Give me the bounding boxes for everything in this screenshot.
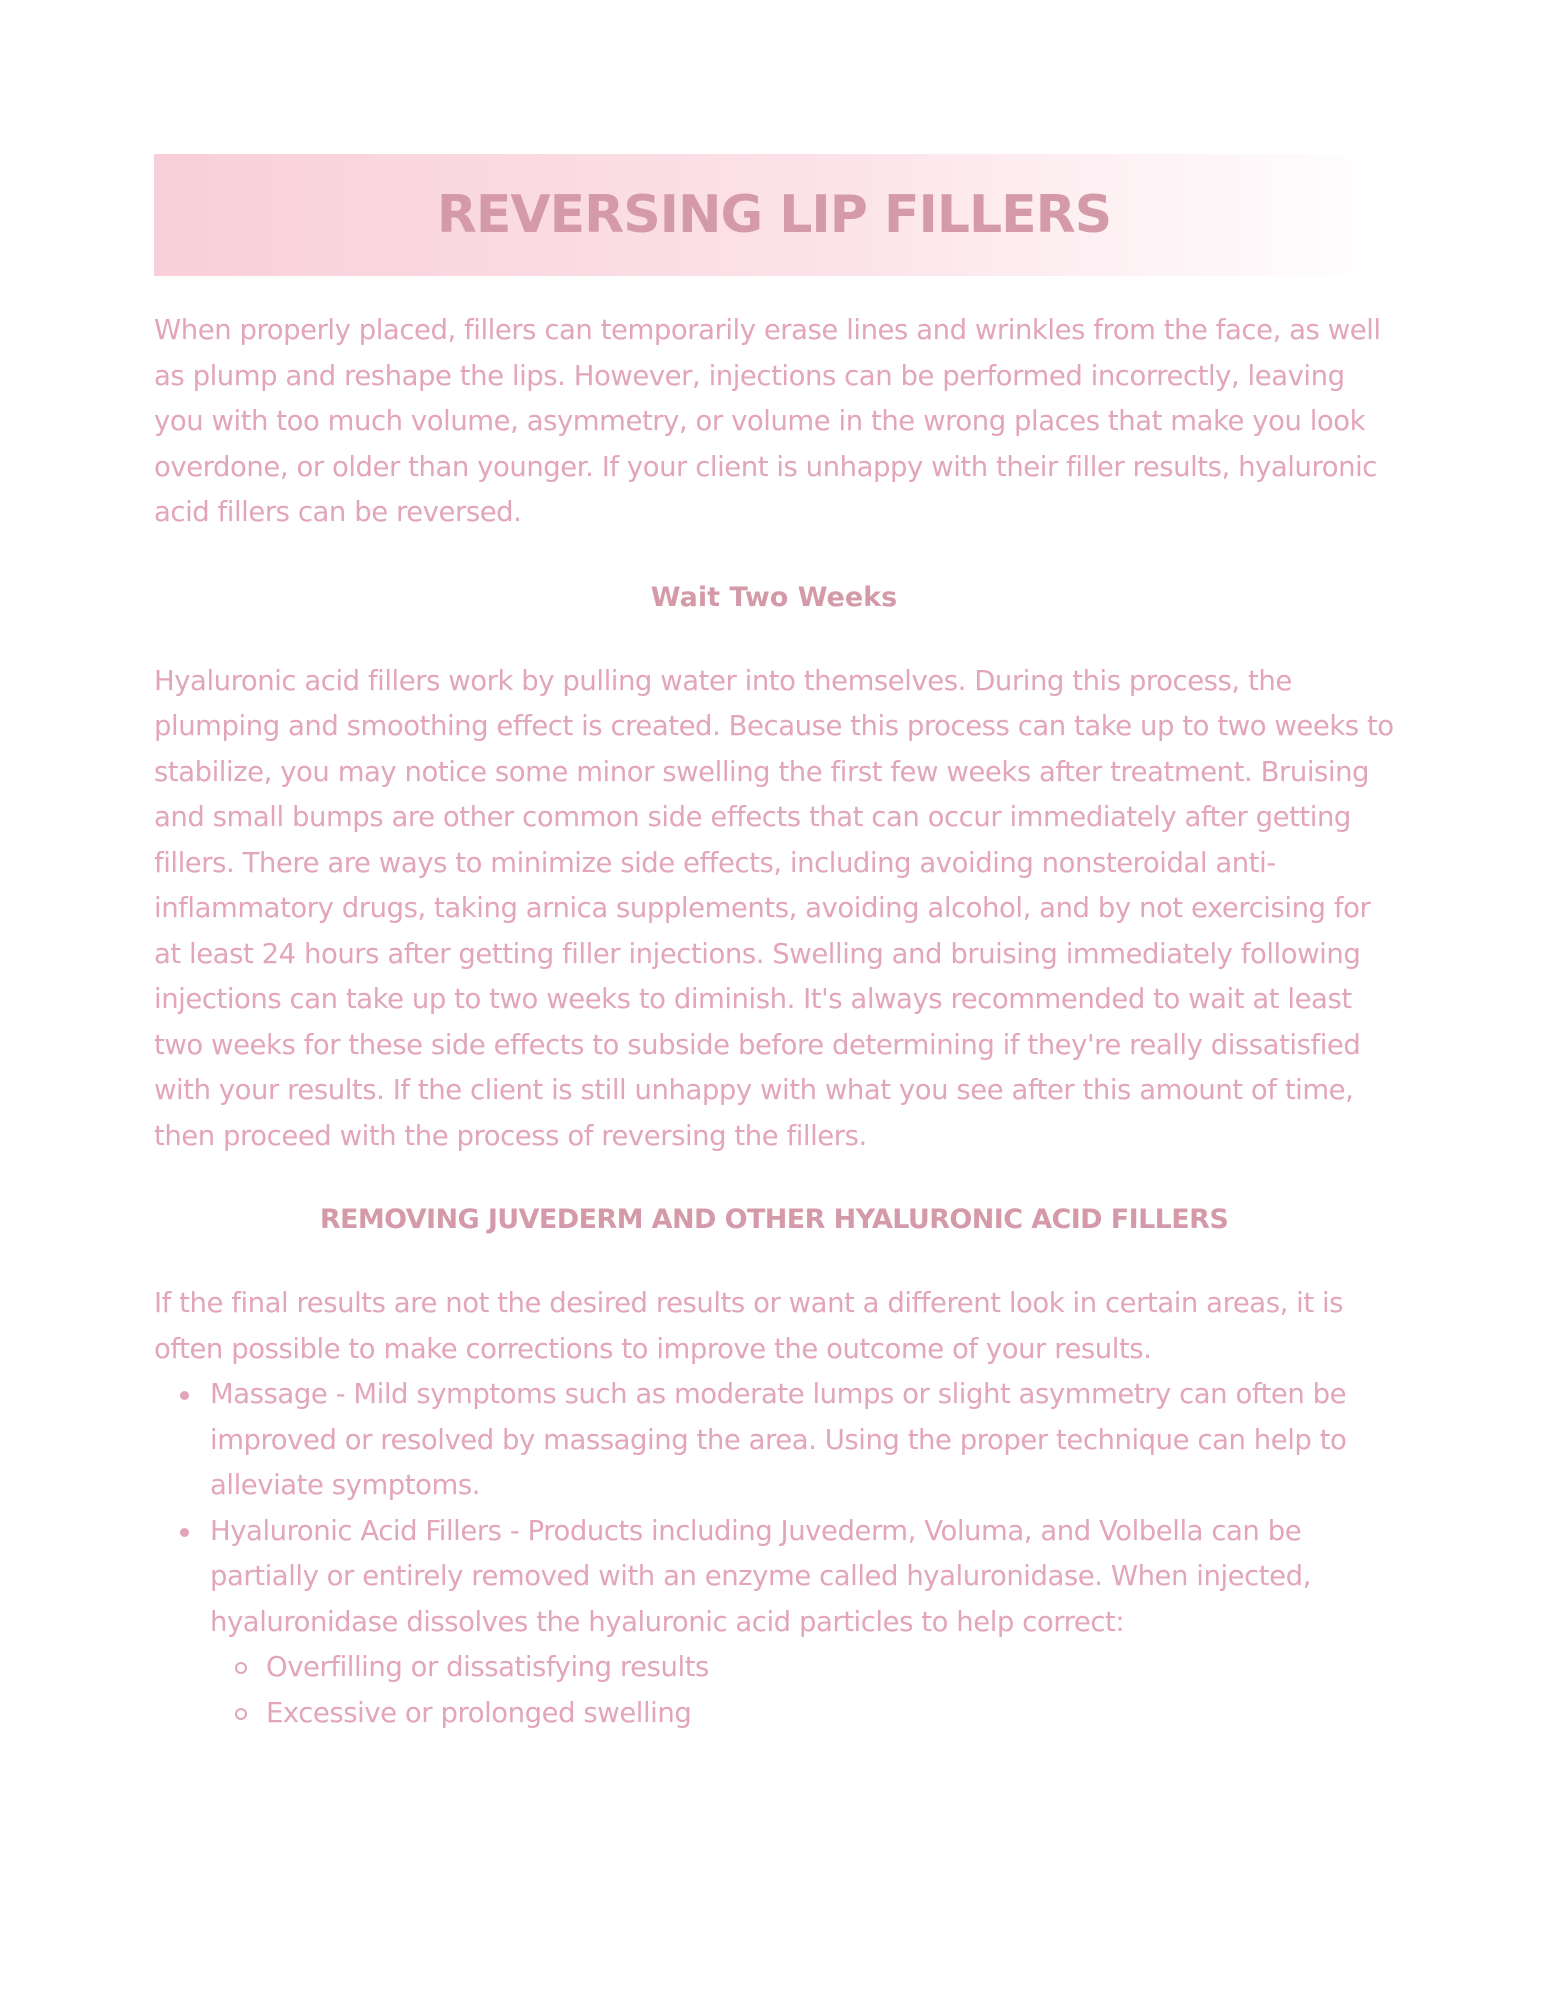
bullet-circle-icon	[235, 1708, 247, 1720]
removing-paragraph: If the final results are not the desired results or want a different look in certain areas, it is often possible to make corrections to improve the outcome of your results.	[154, 1287, 1344, 1365]
list-item	[154, 1509, 1394, 1737]
sub-bullet-list	[210, 1645, 1394, 1736]
title-banner	[154, 154, 1394, 276]
bullet-text: Hyaluronic Acid Fillers - Products including Juvederm, Voluma, and Volbella can be partially or entirely removed with an enzyme called hyaluronidase. When injected, hyaluronidase dissolves the hyaluronic acid particles to help correct:	[210, 1514, 1311, 1638]
bullet-text: Massage - Mild symptoms such as moderate lumps or slight asymmetry can often be improved or resolved by massaging the area. Using the proper technique can help to alleviate symptoms.	[210, 1378, 1347, 1501]
bullet-dot-icon	[180, 1391, 189, 1400]
page-title: REVERSING LIP FILLERS	[436, 185, 1112, 245]
wait-paragraph: Hyaluronic acid fillers work by pulling water into themselves. During this process, the plumping and smoothing effect is created. Because this process can take up to two weeks to stabilize, you may notice some minor swelling the first few weeks after treatment. Bruising and small bumps are other common side effects that can occur immediately after getting fillers. There are ways to minimize side effects, including avoiding nonsteroidal anti-inflammatory drugs, taking arnica supplements, avoiding alcohol, and by not exercising for at least 24 hours after getting filler injections. Swelling and bruising immediately following injections can take up to two weeks to diminish. It's always recommended to wait at least two weeks for these side effects to subside before determining if they're really dissatisfied with your results. If the client is still unhappy with what you see after this amount of time, then proceed with the process of reversing the fillers.	[154, 664, 1394, 1152]
list-item	[210, 1645, 1394, 1691]
sub-bullet-text: Overfilling or dissatisfying results	[266, 1651, 709, 1683]
section-heading-wait: Wait Two Weeks	[650, 581, 898, 613]
list-item	[210, 1691, 1394, 1737]
bullet-circle-icon	[235, 1662, 247, 1674]
bullet-dot-icon	[180, 1528, 189, 1537]
document-page	[154, 154, 1394, 1736]
intro-paragraph: When properly placed, fillers can temporarily erase lines and wrinkles from the face, as well as plump and reshape the lips. However, injections can be performed incorrectly, leaving you with too much volume, asymmetry, or volume in the wrong places that make you look overdone, or older than younger. If your client is unhappy with their filler results, hyaluronic acid fillers can be reversed.	[154, 314, 1381, 528]
section-heading-removing: REMOVING JUVEDERM AND OTHER HYALURONIC ACID FILLERS	[319, 1204, 1229, 1235]
sub-bullet-text: Excessive or prolonged swelling	[266, 1696, 692, 1729]
bullet-list	[154, 1372, 1394, 1736]
list-item	[154, 1372, 1394, 1509]
